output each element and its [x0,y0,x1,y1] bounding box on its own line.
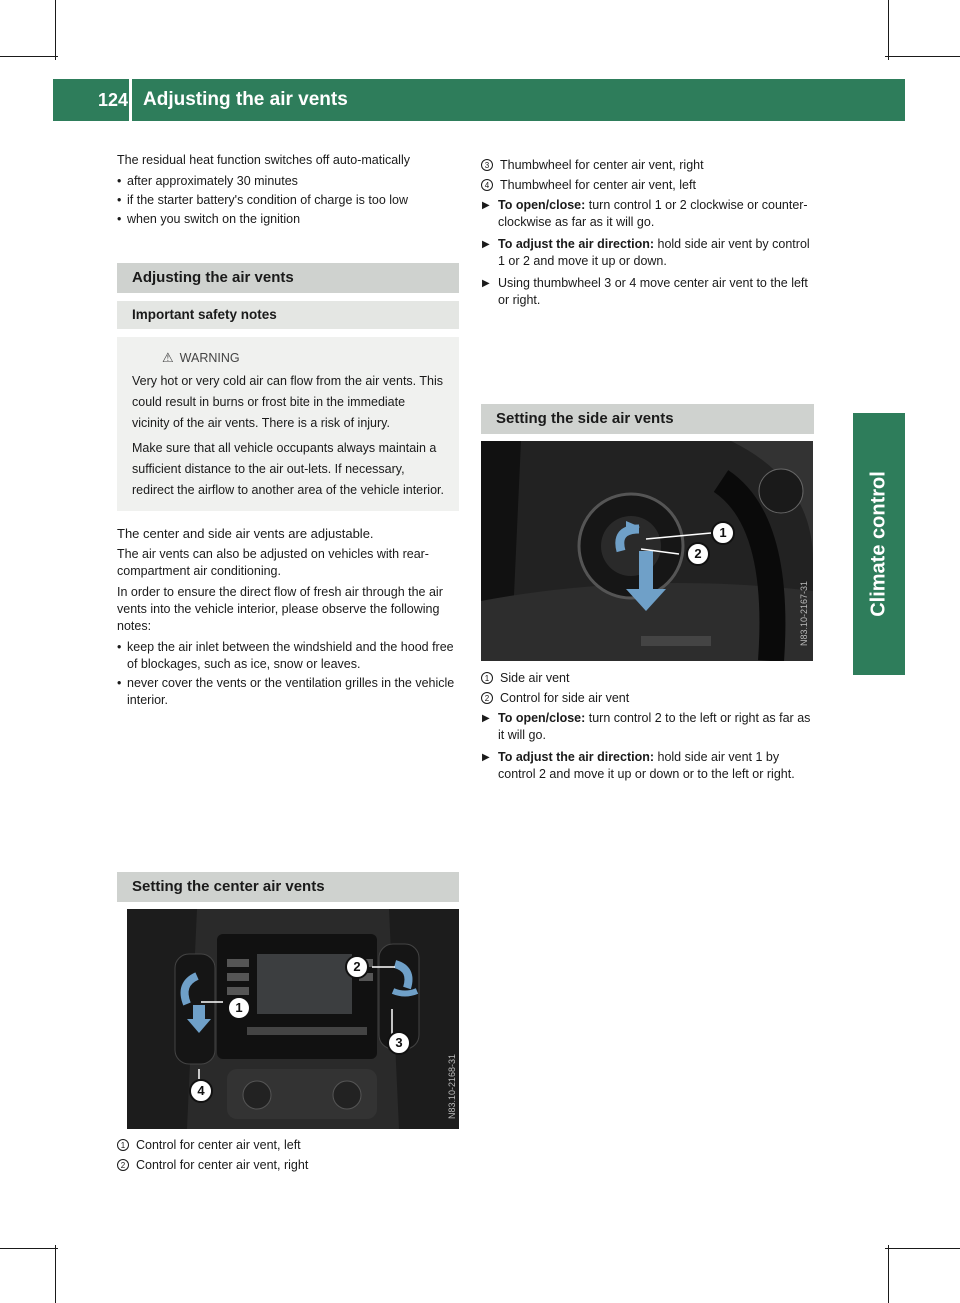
callout-1: 1 [711,521,735,545]
warning-triangle-icon: ⚠ [162,350,174,365]
left-column [117,152,459,711]
legend-number: 2 [481,692,493,704]
legend-number: 3 [481,159,493,171]
side-legend [481,670,814,788]
list-item: • if the starter battery's condition of charge is too low [117,192,459,209]
instruction-step: ▶ To open/close: turn control 1 or 2 clockwise or counter-clockwise as far as it will go. [481,197,814,231]
legend-number: 4 [481,179,493,191]
legend-item: 1 Control for center air vent, left [117,1137,459,1154]
section-heading: Setting the side air vents [481,404,814,434]
warning-box [117,337,459,511]
legend-item: 4 Thumbwheel for center air vent, left [481,177,814,194]
side-vent-figure [481,441,813,661]
legend-item: 3 Thumbwheel for center air vent, right [481,157,814,174]
list-item: • after approximately 30 minutes [117,173,459,190]
crop-mark [55,0,56,60]
body-text: In order to ensure the direct flow of fresh air through the air vents into the vehicle interior, please observe the following notes: [117,585,443,633]
page-title: Adjusting the air vents [143,89,348,110]
instruction-step: ▶ To adjust the air direction: hold side air vent by control 1 or 2 and move it up or down. [481,236,814,270]
crop-mark [885,56,960,57]
intro-text: The residual heat function switches off auto-matically [117,153,410,167]
callout-4: 4 [189,1079,213,1103]
page-header [53,79,905,121]
body-text: The air vents can also be adjusted on vehicles with rear-compartment air conditioning. [117,547,429,578]
warning-text: Make sure that all vehicle occupants always maintain a sufficient distance to the air out-lets. If necessary, redirect the airflow to another area of the vehicle interior. [132,441,444,497]
list-item: • never cover the vents or the ventilation grilles in the vehicle interior. [117,675,459,709]
header-divider [129,79,132,121]
legend-number: 2 [117,1159,129,1171]
callout-1: 1 [227,996,251,1020]
crop-mark [55,1245,56,1303]
list-item: • when you switch on the ignition [117,211,459,228]
body-text: The center and side air vents are adjustable. [117,526,374,541]
warning-label: WARNING [179,351,240,365]
center-vents-figure [127,909,459,1129]
crop-mark [0,56,58,57]
list-item: • keep the air inlet between the windshield and the hood free of blockages, such as ice, snow or leaves. [117,639,459,673]
page-number: 124 [97,90,128,110]
legend-number: 1 [481,672,493,684]
crop-mark [888,0,889,60]
figure-code: N83.10-2168-31 [447,1053,457,1119]
section-heading: Adjusting the air vents [117,263,459,293]
instruction-step: ▶ To adjust the air direction: hold side air vent 1 by control 2 and move it up or down or to the left or right. [481,749,814,783]
right-column [481,157,814,314]
instruction-step: ▶ To open/close: turn control 2 to the left or right as far as it will go. [481,710,814,744]
chapter-tab [853,413,905,675]
legend-item: 1 Side air vent [481,670,814,687]
crop-mark [888,1245,889,1303]
legend-item: 2 Control for side air vent [481,690,814,707]
legend-number: 1 [117,1139,129,1151]
crop-mark [0,1248,58,1249]
warning-text: Very hot or very cold air can flow from the air vents. This could result in burns or frost bite in the immediate vicinity of the air vents. There is a risk of injury. [132,374,444,430]
subsection-heading: Important safety notes [117,301,459,329]
callout-2: 2 [345,955,369,979]
figure-code: N83.10-2167-31 [799,580,809,646]
warning-header [132,347,445,369]
section-heading: Setting the center air vents [117,872,459,902]
instruction-step: ▶ Using thumbwheel 3 or 4 move center air vent to the left or right. [481,275,814,309]
chapter-tab-label: Climate control [867,471,890,617]
legend-item: 2 Control for center air vent, right [117,1157,459,1174]
center-legend [117,1137,459,1177]
callout-2: 2 [686,542,710,566]
callout-3: 3 [387,1031,411,1055]
crop-mark [885,1248,960,1249]
